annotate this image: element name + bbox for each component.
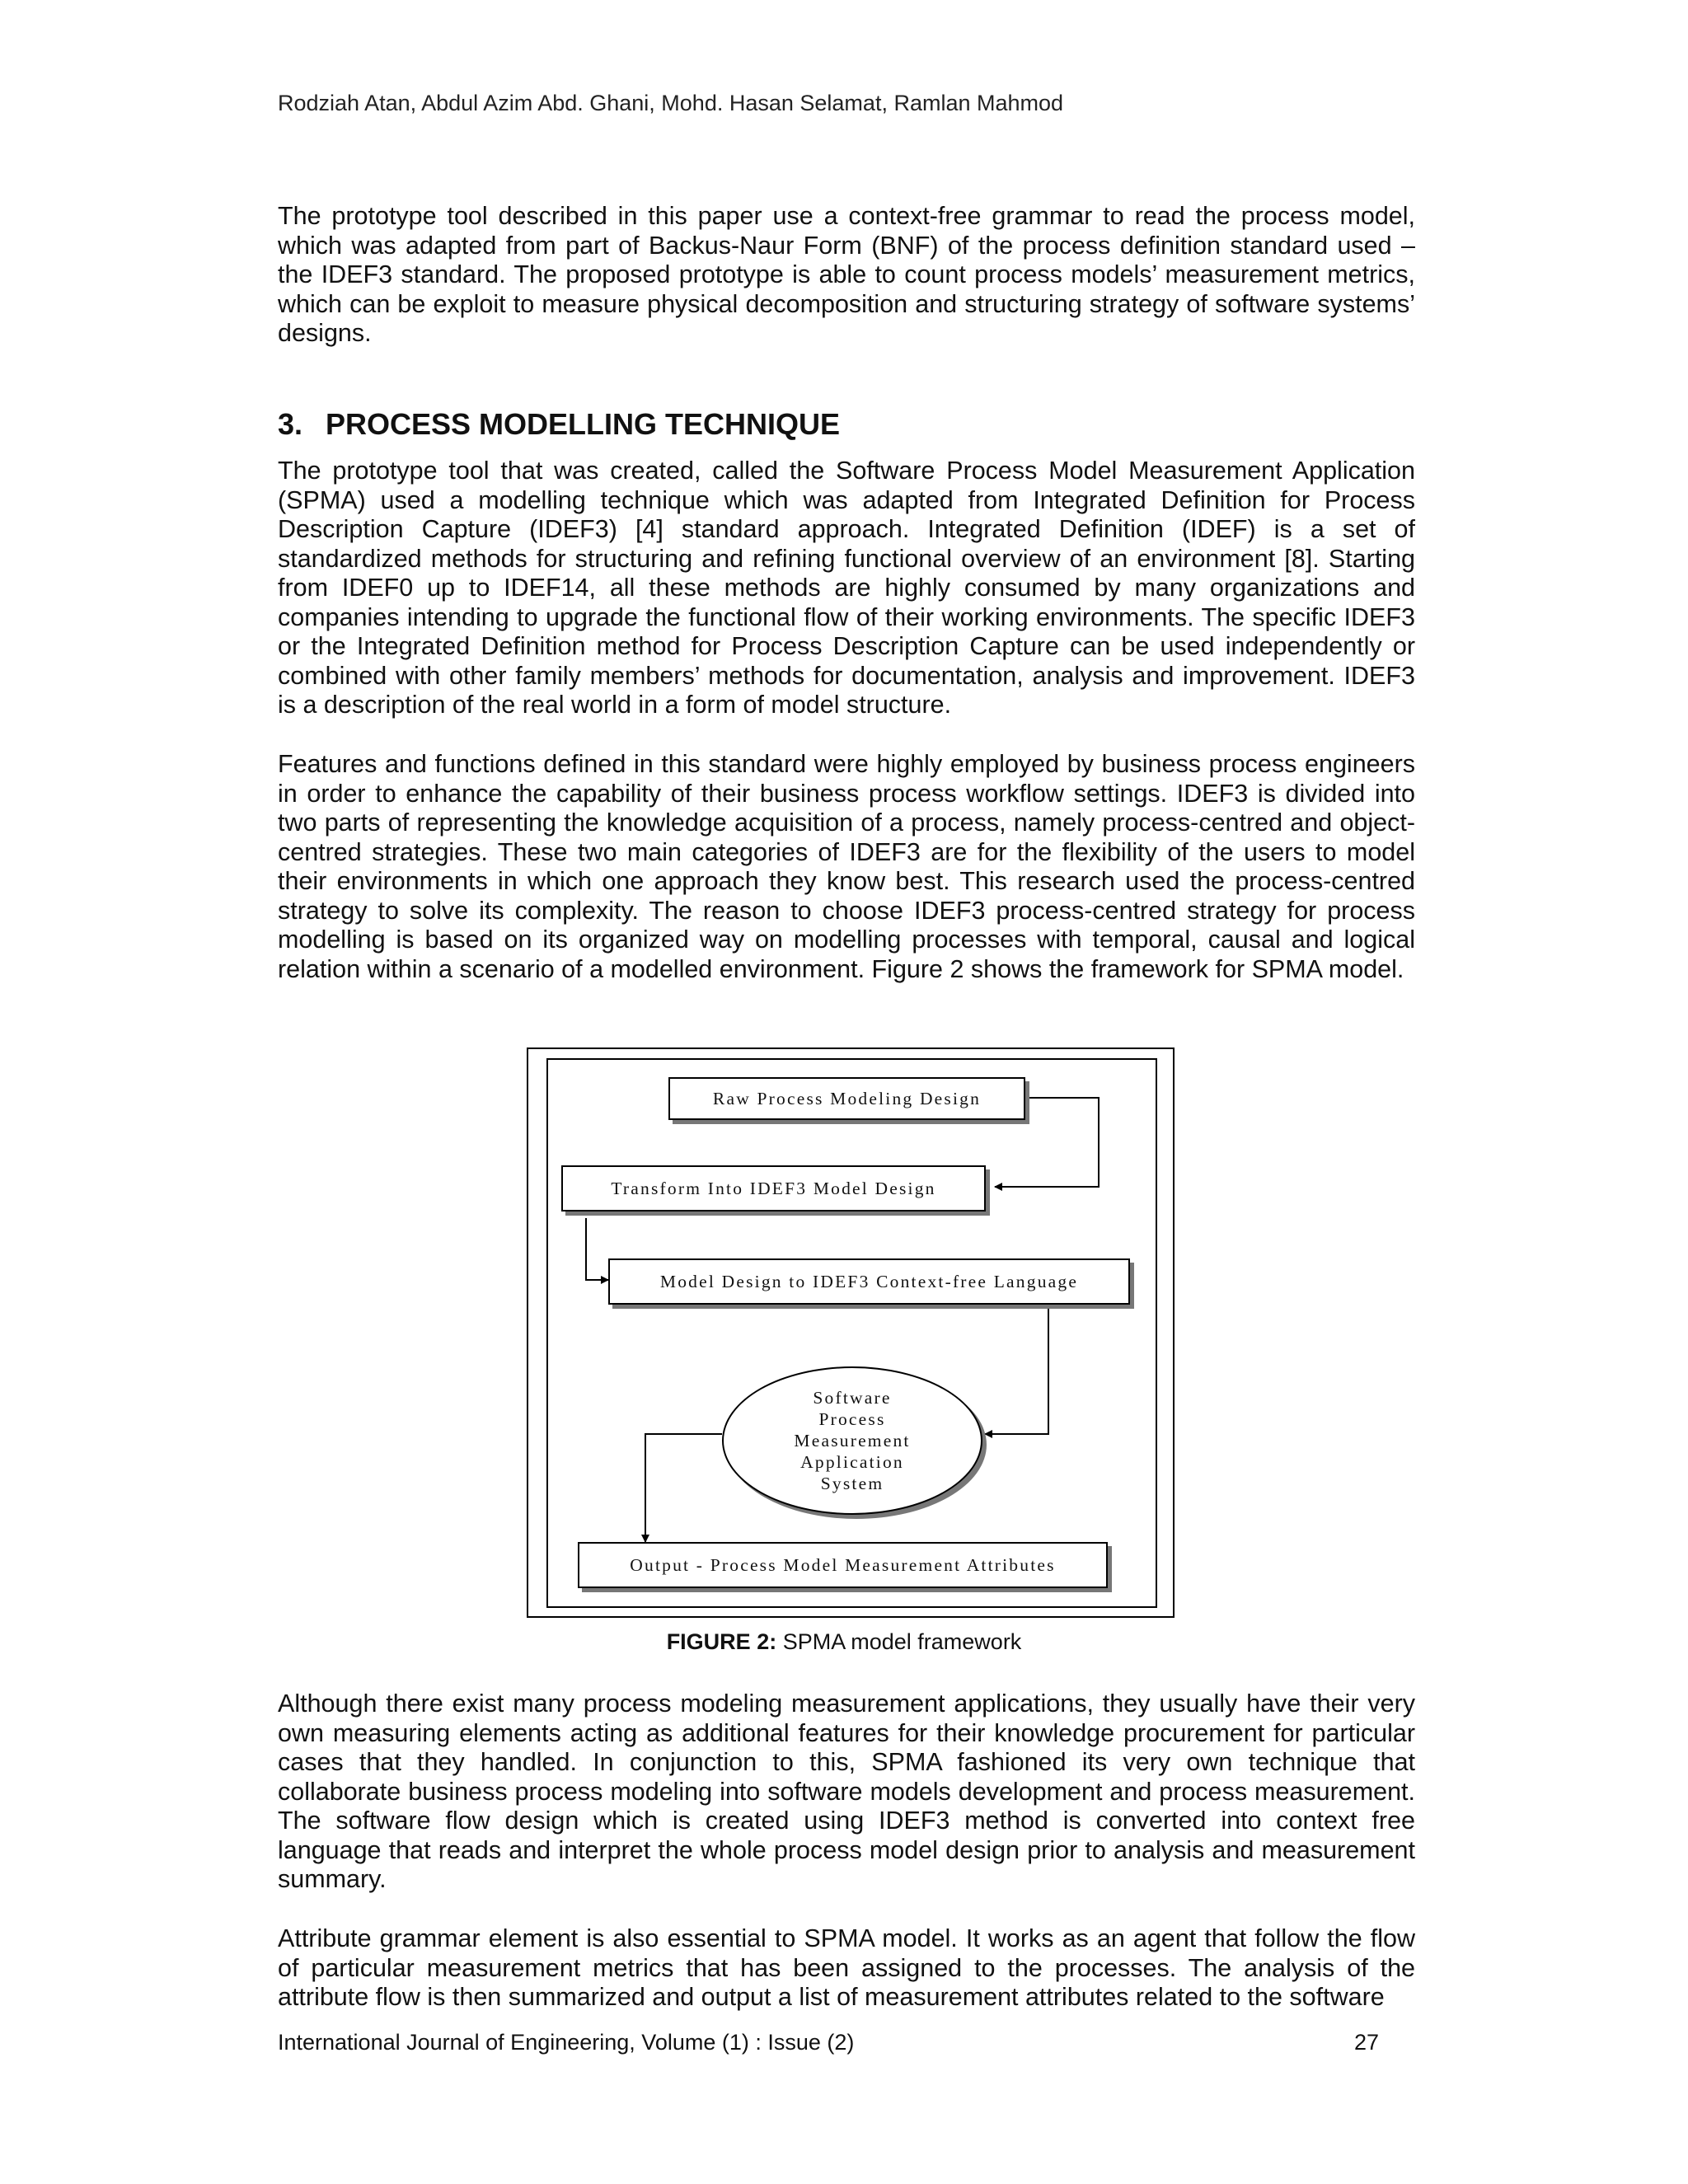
figure-caption-text: SPMA model framework xyxy=(782,1629,1022,1654)
footer-page-number: 27 xyxy=(1354,2030,1380,2055)
ellipse-line-2: Process xyxy=(818,1409,886,1429)
output-attributes-box: Output - Process Model Measurement Attributes xyxy=(578,1542,1108,1588)
transform-idef3-box: Transform Into IDEF3 Model Design xyxy=(561,1165,986,1212)
section-paragraph-2: Features and functions defined in this standard were highly employed by business process engineers in order to enhance the capability of their business process workflow settings. IDEF3 is divided into two parts of representing the knowledge acquisition of a process, namely process-centred and object-centred strategies. These two main categories of IDEF3 are for the flexibility of the users to model their environments in which one approach they know best. This research used the process-centred strategy to solve its complexity. The reason to choose IDEF3 process-centred strategy for process modelling is based on its organized way on modelling processes with temporal, causal and logical relation within a scenario of a modelled environment. Figure 2 shows the framework for SPMA model. xyxy=(278,750,1415,983)
context-free-language-box: Model Design to IDEF3 Context-free Language xyxy=(608,1258,1130,1305)
intro-paragraph: The prototype tool described in this paper use a context-free grammar to read the process model, which was adapted from part of Backus-Naur Form (BNF) of the process definition standard used – the IDEF3 standard. The proposed prototype is able to count process models’ measurement metrics, which can be exploit to measure physical decomposition and structuring strategy of software systems’ designs. xyxy=(278,202,1415,347)
figure-caption xyxy=(0,1629,1688,1655)
connector-system-to-output xyxy=(645,1434,722,1542)
raw-process-design-box: Raw Process Modeling Design xyxy=(668,1077,1025,1120)
after-figure-paragraph-1: Although there exist many process modeling measurement applications, they usually have their very own measuring elements acting as additional features for their knowledge procurement for particular cases that they handled. In conjunction to this, SPMA fashioned its very own technique that collaborate business process modeling into software models development and process measurement. The software flow design which is created using IDEF3 method is converted into context free language that reads and interpret the whole process model design prior to analysis and measurement summary. xyxy=(278,1690,1415,1893)
footer-journal: International Journal of Engineering, Volume (1) : Issue (2) xyxy=(278,2030,855,2055)
ellipse-line-1: Software xyxy=(813,1388,892,1408)
spma-system-ellipse xyxy=(722,1366,982,1515)
figure-caption-label: FIGURE 2: xyxy=(666,1629,777,1654)
ellipse-line-4: Application xyxy=(800,1452,904,1472)
ellipse-line-5: System xyxy=(820,1474,884,1493)
section-paragraph-1: The prototype tool that was created, called the Software Process Model Measurement Application (SPMA) used a modelling technique which was adapted from Integrated Definition for Process Description Capture (IDEF3) [4] standard approach. Integrated Definition (IDEF) is a set of standardized methods for structuring and refining functional overview of an environment [8]. Starting from IDEF0 up to IDEF14, all these methods are highly consumed by many organizations and companies intending to upgrade the functional flow of their working environments. The specific IDEF3 or the Integrated Definition method for Process Description Capture can be used independently or combined with other family members’ methods for documentation, analysis and improvement. IDEF3 is a description of the real world in a form of model structure. xyxy=(278,457,1415,719)
connector-transform-to-language xyxy=(586,1218,608,1280)
connector-language-to-system xyxy=(985,1306,1048,1434)
running-header: Rodziah Atan, Abdul Azim Abd. Ghani, Mohd. Hasan Selamat, Ramlan Mahmod xyxy=(278,91,1064,115)
section-title: PROCESS MODELLING TECHNIQUE xyxy=(326,407,841,441)
section-number: 3. xyxy=(278,407,303,441)
ellipse-line-3: Measurement xyxy=(794,1431,911,1451)
after-figure-paragraph-2: Attribute grammar element is also essential to SPMA model. It works as an agent that follow the flow of particular measurement metrics that has been assigned to the processes. The analysis of the attribute flow is then summarized and output a list of measurement attributes related to the software xyxy=(278,1924,1415,2011)
